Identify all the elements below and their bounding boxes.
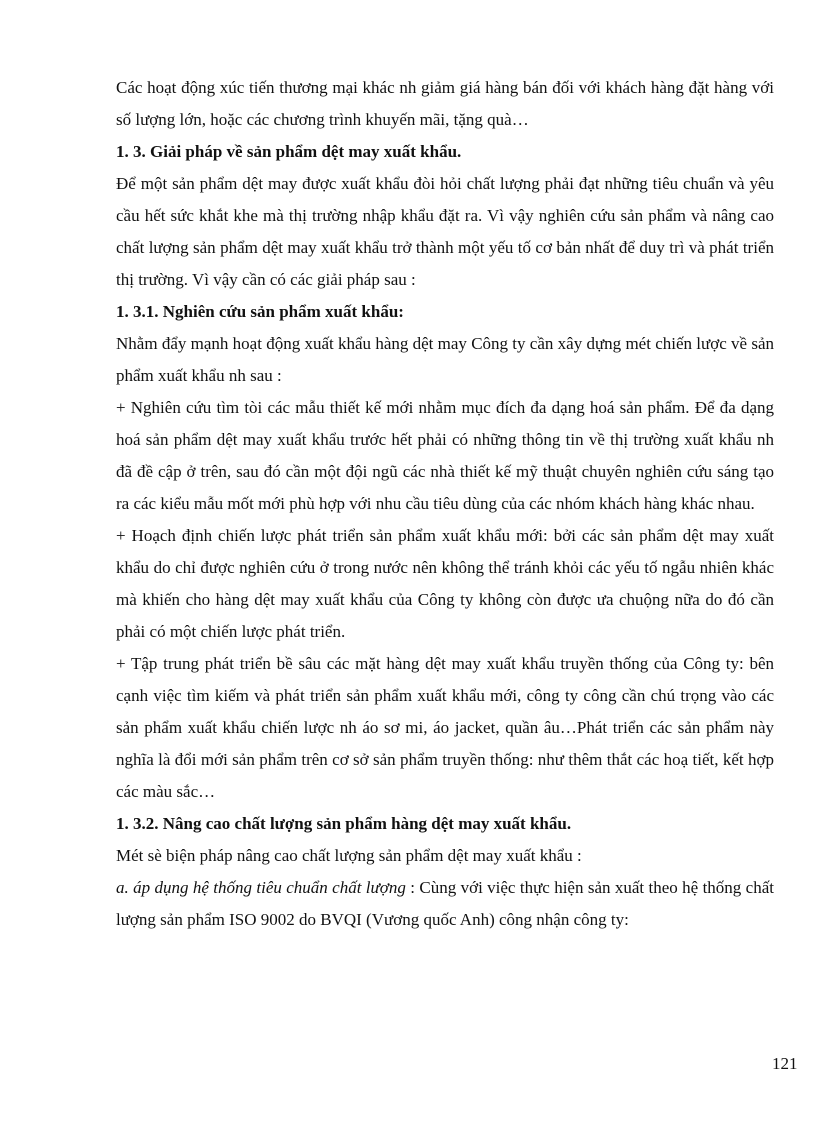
bullet-traditional-products: + Tập trung phát triển bề sâu các mặt hàng dệt may xuất khẩu truyền thống của Công ty: bên cạnh việc tìm kiếm và phát triển sản phẩm xuất khẩu mới, công ty công cần chú trọng vào các sản phẩm xuất khẩu chiến lược nh áo sơ mi, áo jacket, quần âu…Phát triển các sản phẩm này nghĩa là đổi mới sản phẩm trên cơ sở sản phẩm truyền thống: như thêm thắt các hoạ tiết, kết hợp các màu sắc… [116, 654, 774, 801]
paragraph-strategy: Nhằm đẩy mạnh hoạt động xuất khẩu hàng dệt may Công ty cần xây dựng mét chiến lược về sản phẩm xuất khẩu nh sau : [116, 334, 774, 385]
heading-1-3-2: 1. 3.2. Nâng cao chất lượng sản phẩm hàng dệt may xuất khẩu. [116, 814, 572, 833]
bullet-new-product-strategy: + Hoạch định chiến lược phát triển sản phẩm xuất khẩu mới: bởi các sản phẩm dệt may xuất khẩu do chỉ được nghiên cứu ở trong nước nên không thể tránh khỏi các yếu tố ngẫu nhiên khác mà khiến cho hàng dệt may xuất khẩu của Công ty không còn được ưa chuộng nữa do đó cần phải có một chiến lược phát triển. [116, 526, 774, 641]
italic-lead: a. áp dụng hệ thống tiêu chuẩn chất lượng [116, 878, 406, 897]
paragraph-promotion: Các hoạt động xúc tiến thương mại khác nh giảm giá hàng bán đối với khách hàng đặt hàng với số lượng lớn, hoặc các chương trình khuyến mãi, tặng quà… [116, 78, 774, 129]
document-body [116, 72, 774, 936]
heading-1-3-1: 1. 3.1. Nghiên cứu sản phẩm xuất khẩu: [116, 302, 404, 321]
heading-1-3: 1. 3. Giải pháp về sản phẩm dệt may xuất khẩu. [116, 142, 462, 161]
paragraph-product-quality: Để một sản phẩm dệt may được xuất khẩu đòi hỏi chất lượng phải đạt những tiêu chuẩn và yêu cầu hết sức khắt khe mà thị trường nhập khẩu đặt ra. Vì vậy nghiên cứu sản phẩm và nâng cao chất lượng sản phẩm dệt may xuất khẩu trở thành một yếu tố cơ bản nhất để duy trì và phát triển thị trường. Vì vậy cần có các giải pháp sau : [116, 174, 774, 289]
paragraph-rest: : Cùng với việc thực hiện sản xuất theo hệ thống chất lượng sản phẩm ISO 9002 do BVQI (Vương quốc Anh) công nhận công ty: [116, 878, 774, 929]
paragraph-quality-standard [116, 872, 774, 936]
page-number: 121 [772, 1054, 798, 1073]
paragraph-measures: Mét sè biện pháp nâng cao chất lượng sản phẩm dệt may xuất khẩu : [116, 846, 582, 865]
bullet-research-design: + Nghiên cứu tìm tòi các mẫu thiết kế mới nhằm mục đích đa dạng hoá sản phẩm. Để đa dạng hoá sản phẩm dệt may xuất khẩu trước hết phải có những thông tin về thị trường xuất khẩu nh đã đề cập ở trên, sau đó cần một đội ngũ các nhà thiết kế mỹ thuật chuyên nghiên cứu sáng tạo ra các kiểu mẫu mốt mới phù hợp với nhu cầu tiêu dùng của các nhóm khách hàng khác nhau. [116, 398, 774, 513]
